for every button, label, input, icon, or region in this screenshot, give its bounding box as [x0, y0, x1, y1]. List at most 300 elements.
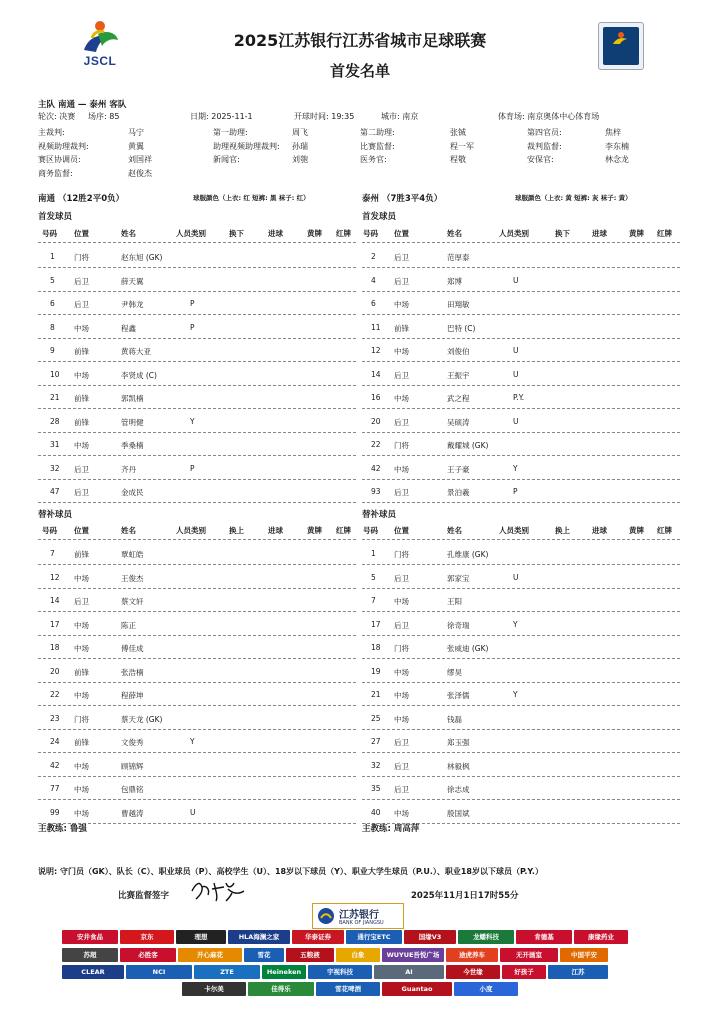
- divider-line: [362, 314, 680, 315]
- home-col-header: 红牌: [336, 229, 351, 238]
- match-info-field: 比赛监督:: [360, 142, 395, 151]
- away-col-header: 人员类别: [499, 229, 529, 238]
- home-player-cell: 李贤成 (C): [121, 370, 157, 380]
- match-info-field: 程敬: [450, 155, 466, 164]
- away-col-header: 号码: [363, 229, 378, 238]
- home-sub-cell: 文俊秀: [121, 738, 144, 747]
- home-player-cell: 中场: [74, 323, 89, 333]
- home-player-cell: 程鑫: [121, 323, 136, 333]
- match-info-field: 张铖: [450, 128, 466, 137]
- match-info-field: 李东楠: [605, 142, 629, 151]
- sponsor-row: [62, 965, 608, 979]
- home-subs-col-header: 进球: [268, 526, 283, 535]
- sponsor-logo: 宇视科技: [308, 965, 372, 979]
- away-subs-col-header: 换上: [555, 526, 570, 535]
- away-player-cell: U: [513, 416, 519, 426]
- home-sub-cell: 中场: [74, 620, 89, 630]
- sponsor-logo: 京东: [120, 930, 174, 944]
- home-subs-col-header: 位置: [74, 526, 89, 535]
- away-col-header: 姓名: [447, 229, 462, 238]
- home-sub-cell: 傅佳成: [121, 644, 144, 653]
- home-sub-cell: 前锋: [74, 667, 89, 677]
- match-info-field: 助理视频助理裁判:: [213, 142, 280, 151]
- home-player-cell: P: [190, 322, 195, 332]
- sponsor-logo: 五粮液: [286, 948, 334, 962]
- home-kit-colors: 球服颜色（上衣: 红 短裤: 黑 袜子: 红）: [193, 194, 310, 202]
- away-player-cell: 范厚泰: [447, 253, 470, 262]
- sponsor-logo: WUYUE吾悦广场: [382, 948, 444, 962]
- home-sub-cell: 42: [50, 760, 60, 770]
- home-sub-cell: 22: [50, 690, 60, 699]
- match-info-field: 第四官员:: [527, 128, 562, 137]
- away-player-cell: 20: [371, 416, 381, 426]
- divider-line: [38, 682, 356, 683]
- sponsor-logo: 肯德基: [516, 930, 572, 944]
- away-sub-cell: 后卫: [394, 738, 409, 747]
- sponsor-logo: 康缘药业: [574, 930, 628, 944]
- sponsor-logo: 佳得乐: [248, 982, 314, 996]
- divider-line: [38, 267, 356, 268]
- home-subs-col-header: 黄牌: [307, 526, 322, 535]
- home-sub-cell: 7: [50, 549, 55, 558]
- divider-line: [38, 729, 356, 730]
- home-col-header: 进球: [268, 229, 283, 238]
- away-player-cell: 16: [371, 393, 381, 402]
- bank-english: BANK OF JIANGSU: [339, 920, 384, 926]
- away-player-cell: 后卫: [394, 370, 409, 380]
- sponsor-logo: NCI: [126, 965, 192, 979]
- away-player-cell: 后卫: [394, 417, 409, 427]
- divider-line: [38, 776, 356, 777]
- away-col-header: 位置: [394, 229, 409, 238]
- legend-note: 说明: 守门员（GK）、队长（C）、职业球员（P）、高校学生（U）、18岁以下球员（Y）、职业大学生球员（P.U.）、职业18岁以下球员（P.Y.）: [38, 867, 543, 876]
- divider-line: [38, 611, 356, 612]
- away-sub-cell: 中场: [394, 667, 409, 677]
- sponsor-row: [62, 948, 608, 962]
- home-sub-cell: 蔡文轩: [121, 597, 144, 606]
- home-sub-cell: 中场: [74, 808, 89, 818]
- away-sub-cell: 张泽儒: [447, 691, 470, 700]
- away-sub-cell: 孔维康 (GK): [447, 550, 489, 559]
- away-sub-cell: 林毅枫: [447, 761, 470, 771]
- match-info-field: 赛区协调员:: [38, 155, 81, 164]
- away-sub-cell: 19: [371, 666, 381, 676]
- sponsor-logo: 华泰证券: [292, 930, 344, 944]
- bank-emblem-icon: [317, 907, 335, 925]
- match-info-field: 城市: 南京: [381, 112, 419, 121]
- home-sub-cell: 陈正: [121, 620, 136, 630]
- away-sub-cell: 中场: [394, 714, 409, 724]
- away-subs-col-header: 进球: [592, 526, 607, 535]
- home-subs-col-header: 姓名: [121, 526, 136, 535]
- match-info-field: 程一军: [450, 142, 474, 151]
- home-sub-cell: 后卫: [74, 597, 89, 606]
- away-player-cell: 田翔敏: [447, 300, 470, 309]
- away-sub-cell: U: [513, 572, 519, 582]
- away-sub-cell: 张威迪 (GK): [447, 644, 489, 653]
- home-player-cell: 10: [50, 369, 60, 379]
- divider-line: [362, 338, 680, 339]
- match-info-field: 轮次: 决赛: [38, 112, 76, 121]
- divider-line: [362, 635, 680, 636]
- home-player-cell: 后卫: [74, 488, 89, 497]
- away-kit-colors: 球服颜色（上衣: 黄 短裤: 灰 袜子: 黄）: [515, 194, 632, 202]
- away-player-cell: 王振宇: [447, 370, 470, 380]
- home-player-cell: 前锋: [74, 347, 89, 356]
- home-col-header: 姓名: [121, 229, 136, 238]
- match-info-field: 第二助理:: [360, 128, 395, 137]
- away-sub-cell: 27: [371, 737, 381, 746]
- page-subtitle: 首发名单: [329, 62, 390, 80]
- home-player-cell: 尹韩龙: [121, 300, 144, 309]
- home-col-header: 黄牌: [307, 229, 322, 238]
- match-info-field: 赵俊杰: [128, 169, 152, 178]
- divider-line: [38, 408, 356, 409]
- away-player-cell: 42: [371, 463, 381, 473]
- away-sub-cell: 后卫: [394, 785, 409, 794]
- divider-line: [362, 455, 680, 456]
- badge-emblem-icon: [611, 31, 631, 45]
- sponsor-logo: 龙蟠科技: [458, 930, 514, 944]
- signature-label: 比赛监督签字: [118, 891, 170, 901]
- away-player-cell: 中场: [394, 464, 409, 474]
- away-player-cell: 12: [371, 346, 381, 355]
- match-info-field: 马宁: [128, 128, 144, 137]
- divider-line: [38, 564, 356, 565]
- away-player-cell: 武之程: [447, 394, 470, 403]
- bank-name: 江苏银行: [339, 910, 379, 921]
- match-info-field: 周飞: [292, 128, 308, 137]
- home-sub-cell: 覃虹皓: [121, 550, 144, 559]
- home-player-cell: 8: [50, 322, 55, 332]
- away-subs-col-header: 人员类别: [499, 526, 529, 535]
- away-team-name: 泰州 （7胜3平4负）: [362, 194, 443, 204]
- away-sub-cell: 40: [371, 807, 381, 817]
- match-info-field: 孙瑞: [292, 142, 308, 151]
- match-info-field: 裁判监督:: [527, 142, 562, 151]
- match-info-field: 体育场: 南京奥体中心体育场: [498, 112, 600, 121]
- away-player-cell: 后卫: [394, 276, 409, 286]
- home-sub-cell: 18: [50, 643, 60, 652]
- sponsor-logo: 小度: [454, 982, 518, 996]
- home-sub-cell: 门将: [74, 714, 89, 724]
- divider-line: [362, 658, 680, 659]
- away-subs-col-header: 号码: [363, 526, 378, 535]
- away-player-cell: 中场: [394, 394, 409, 403]
- away-sub-cell: 中场: [394, 597, 409, 606]
- divider-line: [38, 242, 356, 243]
- sponsor-logo: CLEAR: [62, 965, 124, 979]
- home-player-cell: 28: [50, 416, 60, 426]
- away-subs-label: 替补球员: [362, 510, 397, 520]
- home-starting-label: 首发球员: [38, 212, 73, 222]
- home-sub-cell: 20: [50, 666, 60, 676]
- away-sub-cell: 郑玉强: [447, 738, 470, 747]
- home-player-cell: 前锋: [74, 394, 89, 403]
- divider-line: [362, 799, 680, 800]
- divider-line: [362, 502, 680, 503]
- away-sub-cell: 殷国斌: [447, 808, 470, 818]
- away-player-cell: 中场: [394, 347, 409, 356]
- away-sub-cell: 缪昊: [447, 667, 462, 677]
- home-sub-cell: Y: [190, 737, 195, 746]
- away-sub-cell: 郭家宝: [447, 573, 470, 583]
- sponsor-logo: 雪花啤酒: [316, 982, 380, 996]
- divider-line: [38, 752, 356, 753]
- divider-line: [362, 385, 680, 386]
- home-sub-cell: 包鼎铭: [121, 785, 144, 794]
- divider-line: [38, 502, 356, 503]
- away-sub-cell: Y: [513, 619, 518, 629]
- away-player-cell: 后卫: [394, 488, 409, 497]
- sponsor-logo: 无开画室: [500, 948, 558, 962]
- home-player-cell: 9: [50, 346, 55, 355]
- home-player-cell: 6: [50, 299, 55, 308]
- away-sub-cell: 32: [371, 760, 381, 770]
- home-sub-cell: 前锋: [74, 738, 89, 747]
- divider-line: [362, 291, 680, 292]
- home-player-cell: 47: [50, 487, 60, 496]
- away-sub-cell: Y: [513, 690, 518, 699]
- divider-line: [362, 242, 680, 243]
- sponsor-row: [182, 982, 518, 996]
- sponsor-logo: Heineken: [262, 965, 306, 979]
- sponsor-logo: 理想: [176, 930, 226, 944]
- away-sub-cell: 徐奇瑞: [447, 620, 470, 630]
- divider-line: [362, 432, 680, 433]
- away-player-cell: 4: [371, 275, 376, 285]
- divider-line: [38, 338, 356, 339]
- home-player-cell: P: [190, 299, 195, 308]
- sponsor-logo: ZTE: [194, 965, 260, 979]
- divider-line: [362, 705, 680, 706]
- away-player-cell: 93: [371, 487, 381, 496]
- away-col-header: 红牌: [657, 229, 672, 238]
- away-player-cell: 王子豪: [447, 464, 470, 474]
- divider-line: [38, 588, 356, 589]
- match-info-field: 医务官:: [360, 155, 387, 164]
- away-subs-col-header: 红牌: [657, 526, 672, 535]
- home-player-cell: 赵东旭 (GK): [121, 253, 163, 262]
- away-player-cell: 郑博: [447, 276, 462, 286]
- home-player-cell: 后卫: [74, 300, 89, 309]
- match-info-field: 开球时间: 19:35: [294, 112, 355, 121]
- match-info-field: 林念龙: [605, 155, 629, 164]
- sponsor-logo: HLA海澜之家: [228, 930, 290, 944]
- away-sub-cell: 后卫: [394, 620, 409, 630]
- away-col-header: 黄牌: [629, 229, 644, 238]
- home-player-cell: 门将: [74, 253, 89, 262]
- sponsor-logo: 白象: [336, 948, 380, 962]
- sponsor-logo: 安井食品: [62, 930, 118, 944]
- divider-line: [38, 291, 356, 292]
- away-player-cell: 戴耀城 (GK): [447, 441, 489, 450]
- away-sub-cell: 门将: [394, 550, 409, 559]
- away-sub-cell: 35: [371, 784, 381, 793]
- away-player-cell: 门将: [394, 441, 409, 450]
- divider-line: [38, 479, 356, 480]
- home-player-cell: 郭凯楠: [121, 394, 144, 403]
- away-player-cell: 2: [371, 252, 376, 261]
- divider-line: [362, 752, 680, 753]
- home-sub-cell: 24: [50, 737, 60, 746]
- home-team-name: 南通 （12胜2平0负）: [38, 194, 125, 204]
- away-subs-col-header: 姓名: [447, 526, 462, 535]
- home-player-cell: 31: [50, 440, 60, 449]
- divider-line: [38, 539, 356, 540]
- away-subs-col-header: 位置: [394, 526, 409, 535]
- home-col-header: 换下: [229, 229, 244, 238]
- away-player-cell: 后卫: [394, 253, 409, 262]
- sponsor-logo: 今世缘: [446, 965, 500, 979]
- divider-line: [38, 432, 356, 433]
- divider-line: [362, 539, 680, 540]
- home-sub-cell: 17: [50, 619, 60, 629]
- home-sub-cell: 顾锦辉: [121, 761, 144, 771]
- away-player-cell: 刘俊伯: [447, 347, 470, 356]
- home-player-cell: 中场: [74, 441, 89, 450]
- divider-line: [362, 611, 680, 612]
- home-col-header: 位置: [74, 229, 89, 238]
- away-player-cell: 22: [371, 440, 381, 449]
- away-sub-cell: 5: [371, 572, 376, 582]
- away-coach: 主教练: 周高萍: [362, 824, 420, 834]
- away-player-cell: U: [513, 346, 519, 355]
- home-player-cell: 后卫: [74, 276, 89, 286]
- away-sub-cell: 王阳: [447, 597, 462, 606]
- home-player-cell: 5: [50, 275, 55, 285]
- home-sub-cell: 23: [50, 713, 60, 723]
- sponsor-logo: Guantao: [382, 982, 452, 996]
- sponsor-logo: 中国平安: [560, 948, 608, 962]
- away-sub-cell: 17: [371, 619, 381, 629]
- match-info-field: 黄翼: [128, 142, 144, 151]
- away-subs-col-header: 黄牌: [629, 526, 644, 535]
- away-sub-cell: 25: [371, 713, 381, 723]
- home-sub-cell: 张浩楠: [121, 667, 144, 677]
- match-info-field: 商务监督:: [38, 169, 73, 178]
- home-subs-col-header: 换上: [229, 526, 244, 535]
- away-sub-cell: 21: [371, 690, 381, 699]
- sponsor-logo: 国缘V3: [404, 930, 456, 944]
- divider-line: [362, 564, 680, 565]
- teams-line: 主队 南通 — 泰州 客队: [38, 100, 127, 110]
- home-player-cell: Y: [190, 416, 195, 426]
- home-sub-cell: 14: [50, 596, 60, 605]
- home-subs-col-header: 人员类别: [176, 526, 206, 535]
- match-info-field: 日期: 2025-11-1: [190, 112, 253, 121]
- sponsor-logo: 开心麻花: [178, 948, 242, 962]
- home-player-cell: 黄蒋大亚: [121, 347, 151, 356]
- divider-line: [362, 267, 680, 268]
- away-sub-cell: 18: [371, 643, 381, 652]
- home-sub-cell: 前锋: [74, 550, 89, 559]
- home-sub-cell: 王俊杰: [121, 573, 144, 583]
- home-player-cell: 季桑楠: [121, 441, 144, 450]
- away-starting-label: 首发球员: [362, 212, 397, 222]
- sponsor-logo: 卡尔美: [182, 982, 246, 996]
- logo-text: JSCL: [83, 54, 117, 68]
- away-sub-cell: 钱磊: [447, 714, 462, 724]
- match-info-field: 焦梓: [605, 128, 621, 137]
- away-player-cell: U: [513, 275, 519, 285]
- bank-logo: [312, 903, 404, 929]
- match-info-field: 视频助理裁判:: [38, 142, 89, 151]
- home-sub-cell: 程薛坤: [121, 691, 144, 700]
- page-title: 2025江苏银行江苏省城市足球联赛: [233, 31, 487, 50]
- match-info-field: 刘匏: [292, 155, 308, 164]
- home-player-cell: P: [190, 463, 195, 473]
- divider-line: [38, 361, 356, 362]
- home-subs-label: 替补球员: [38, 510, 73, 520]
- home-player-cell: 后卫: [74, 464, 89, 474]
- away-sub-cell: 后卫: [394, 573, 409, 583]
- home-sub-cell: 中场: [74, 691, 89, 700]
- home-player-cell: 1: [50, 252, 55, 261]
- away-sub-cell: 门将: [394, 644, 409, 653]
- sponsor-row: [62, 930, 628, 944]
- badge-panel: [603, 27, 639, 65]
- home-sub-cell: 中场: [74, 761, 89, 771]
- divider-line: [362, 729, 680, 730]
- home-sub-cell: 99: [50, 807, 60, 817]
- away-col-header: 换下: [555, 229, 570, 238]
- away-player-cell: Y: [513, 463, 518, 473]
- home-sub-cell: 中场: [74, 785, 89, 794]
- league-badge: [598, 22, 644, 70]
- home-col-header: 号码: [42, 229, 57, 238]
- sponsor-logo: 苏超: [62, 948, 118, 962]
- away-player-cell: 11: [371, 322, 381, 332]
- home-player-cell: 32: [50, 463, 60, 473]
- divider-line: [362, 408, 680, 409]
- match-info-field: 新闻官:: [213, 155, 240, 164]
- sponsor-logo: AI: [374, 965, 444, 979]
- divider-line: [362, 479, 680, 480]
- away-sub-cell: 中场: [394, 808, 409, 818]
- home-col-header: 人员类别: [176, 229, 206, 238]
- home-coach: 主教练: 鲁强: [38, 824, 87, 834]
- divider-line: [38, 314, 356, 315]
- divider-line: [362, 682, 680, 683]
- home-subs-col-header: 红牌: [336, 526, 351, 535]
- home-player-cell: 21: [50, 393, 60, 402]
- divider-line: [38, 385, 356, 386]
- away-player-cell: 14: [371, 369, 381, 379]
- home-player-cell: 齐丹: [121, 464, 136, 474]
- divider-line: [38, 658, 356, 659]
- sponsor-logo: 好孩子: [502, 965, 546, 979]
- away-player-cell: P: [513, 487, 518, 496]
- away-sub-cell: 徐志成: [447, 785, 470, 794]
- away-sub-cell: 1: [371, 549, 376, 558]
- away-player-cell: 巴特 (C): [447, 323, 476, 333]
- home-sub-cell: 中场: [74, 644, 89, 653]
- home-sub-cell: 中场: [74, 573, 89, 583]
- match-info-field: 第一助理:: [213, 128, 248, 137]
- home-sub-cell: U: [190, 807, 196, 817]
- away-player-cell: U: [513, 369, 519, 379]
- sponsor-logo: 通行宝ETC: [346, 930, 402, 944]
- handwritten-signature-icon: [188, 877, 248, 903]
- away-player-cell: 吴硕涛: [447, 417, 470, 427]
- home-sub-cell: 77: [50, 784, 60, 793]
- match-info-field: 安保官:: [527, 155, 554, 164]
- home-player-cell: 前锋: [74, 417, 89, 427]
- home-player-cell: 管明健: [121, 417, 144, 427]
- sponsor-logo: 必胜客: [120, 948, 176, 962]
- sponsor-logo: 途虎养车: [446, 948, 498, 962]
